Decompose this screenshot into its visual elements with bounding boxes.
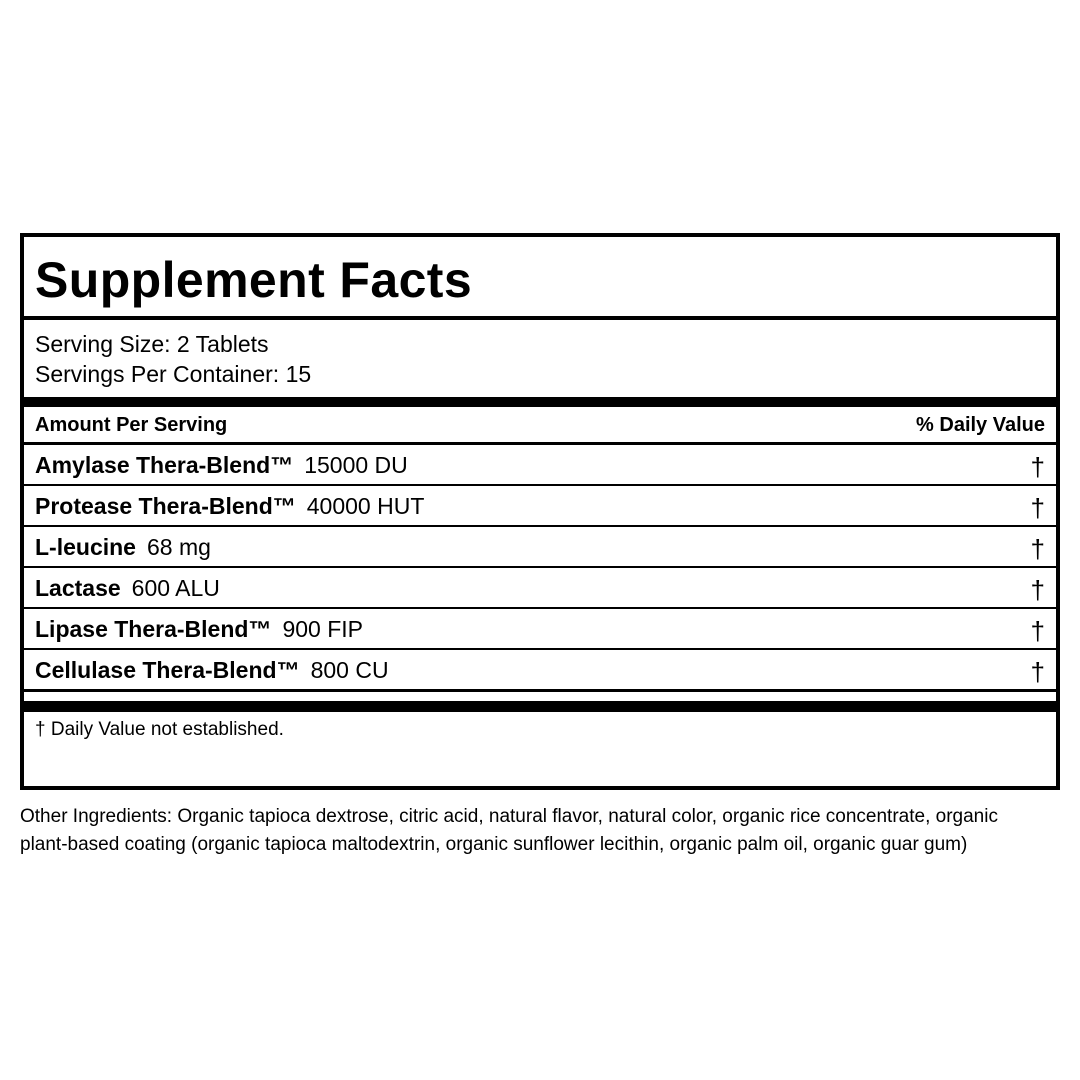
thick-divider-top — [24, 397, 1056, 407]
nutrient-row — [35, 609, 1045, 649]
facts-title: Supplement Facts — [35, 252, 473, 308]
nutrient-amount: 800 CU — [310, 657, 389, 683]
daily-value-header: % Daily Value — [916, 414, 1045, 436]
nutrient-amount: 15000 DU — [304, 452, 408, 478]
nutrient-row — [35, 486, 1045, 526]
title-divider — [24, 316, 1056, 320]
servings-per-container: Servings Per Container: 15 — [35, 361, 312, 387]
nutrient-amount: 68 mg — [146, 534, 211, 560]
nutrient-name: Protease Thera-Blend™ — [35, 493, 296, 519]
nutrient-row — [35, 445, 1045, 485]
nutrient-row — [35, 527, 1045, 567]
daily-value-dagger: † — [1030, 575, 1045, 605]
thick-divider-bottom — [24, 701, 1056, 712]
nutrient-amount: 40000 HUT — [306, 493, 425, 519]
row-divider — [24, 689, 1056, 692]
amount-per-serving-label: Amount Per Serving — [35, 414, 228, 436]
nutrient-row — [35, 568, 1045, 608]
nutrient-name: Cellulase Thera-Blend™ — [35, 657, 300, 683]
nutrient-name: L-leucine — [35, 534, 136, 560]
daily-value-dagger: † — [1030, 657, 1045, 687]
daily-value-dagger: † — [1030, 452, 1045, 482]
serving-size: Serving Size: 2 Tablets — [35, 331, 269, 357]
nutrient-name: Lactase — [35, 575, 121, 601]
nutrient-name: Amylase Thera-Blend™ — [35, 452, 294, 478]
daily-value-dagger: † — [1030, 534, 1045, 564]
nutrient-row — [35, 650, 1045, 690]
other-ingredients: Other Ingredients: Organic tapioca dextrose, citric acid, natural flavor, natural color, organic rice concentrate, organic plant-based coating (organic tapioca maltodextrin, organic sunflower lecithin, organic palm oil, organic guar gum) — [20, 806, 998, 855]
nutrient-amount: 600 ALU — [131, 575, 220, 601]
daily-value-footnote: † Daily Value not established. — [35, 719, 284, 740]
daily-value-dagger: † — [1030, 493, 1045, 523]
daily-value-dagger: † — [1030, 616, 1045, 646]
nutrient-amount: 900 FIP — [282, 616, 363, 642]
amount-per-serving-header — [35, 411, 1045, 439]
supplement-facts-panel — [20, 233, 1060, 790]
nutrient-name: Lipase Thera-Blend™ — [35, 616, 272, 642]
